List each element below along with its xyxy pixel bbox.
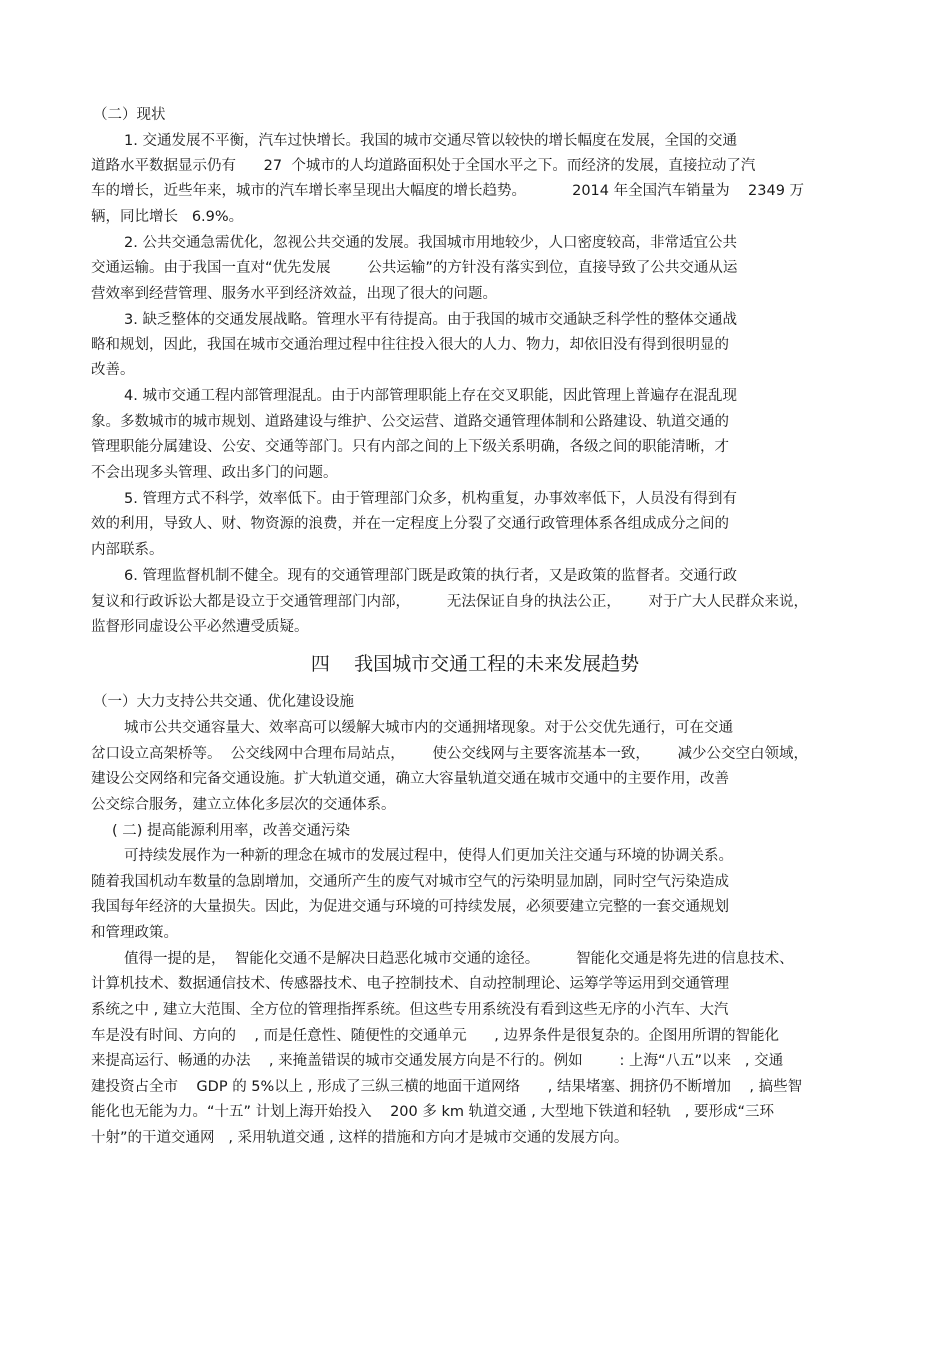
paragraph-line: 公交综合服务，建立立体化多层次的交通体系。	[91, 797, 396, 813]
paragraph-line: 可持续发展作为一种新的理念在城市的发展过程中，使得人们更加关注交通与环境的协调关系。	[124, 848, 733, 864]
paragraph-line: 建投资占全市 GDP 的 5%以上 , 形成了三纵三横的地面干道网络 , 结果堵塞、拥挤仍不断增加 , 搞些智	[91, 1079, 803, 1095]
paragraph-line: 城市公共交通容量大、效率高可以缓解大城市内的交通拥堵现象。对于公交优先通行，可在交通	[124, 720, 733, 736]
paragraph-line: 4. 城市交通工程内部管理混乱。由于内部管理职能上存在交叉职能，因此管理上普遍存在混乱现	[124, 388, 737, 404]
paragraph-line: 车的增长，近些年来，城市的汽车增长率呈现出大幅度的增长趋势。 2014 年全国汽车销量为 2349 万	[91, 183, 805, 199]
paragraph-line: 道路水平数据显示仍有 27 个城市的人均道路面积处于全国水平之下。而经济的发展，直接拉动了汽	[91, 158, 756, 174]
paragraph-line: 监督形同虚设公平必然遭受质疑。	[91, 619, 309, 635]
paragraph-line: 值得一提的是， 智能化交通不是解决日趋恶化城市交通的途径。 智能化交通是将先进的信息技术、	[124, 951, 794, 967]
paragraph-line: 车是没有时间、方向的 , 而是任意性、随便性的交通单元 , 边界条件是很复杂的。企图用所谓的智能化	[91, 1028, 780, 1044]
paragraph-line: 5. 管理方式不科学，效率低下。由于管理部门众多，机构重复，办事效率低下，人员没有得到有	[124, 491, 737, 507]
paragraph-line: 辆，同比增长 6.9%。	[91, 209, 244, 225]
paragraph-line: 系统之中 , 建立大范围、全方位的管理指挥系统。但这些专用系统没有看到这些无序的小汽车、大汽	[91, 1002, 729, 1018]
section-heading-status: （二）现状	[93, 107, 166, 123]
section-heading-energy: ( 二) 提高能源利用率，改善交通污染	[112, 823, 351, 839]
paragraph-line: 岔口设立高架桥等。 公交线网中合理布局站点， 使公交线网与主要客流基本一致， 减少公交空白领域，	[91, 746, 809, 762]
paragraph-line: 效的利用，导致人、财、物资源的浪费，并在一定程度上分裂了交通行政管理体系各组成成分之间的	[91, 516, 729, 532]
section-heading-public-transit: （一）大力支持公共交通、优化建设设施	[93, 694, 354, 710]
chapter-title: 四 我国城市交通工程的未来发展趋势	[310, 653, 640, 675]
paragraph-line: 十射”的干道交通网 , 采用轨道交通 , 这样的措施和方向才是城市交通的发展方向。	[91, 1130, 629, 1146]
paragraph-line: 交通运输。由于我国一直对“优先发展 公共运输”的方针没有落实到位，直接导致了公共交通从运	[91, 260, 738, 276]
paragraph-line: 6. 管理监督机制不健全。现有的交通管理部门既是政策的执行者，又是政策的监督者。交通行政	[124, 568, 737, 584]
paragraph-line: 我国每年经济的大量损失。因此，为促进交通与环境的可持续发展，必须要建立完整的一套交通规划	[91, 899, 729, 915]
paragraph-line: 1. 交通发展不平衡，汽车过快增长。我国的城市交通尽管以较快的增长幅度在发展，全国的交通	[124, 133, 737, 149]
paragraph-line: 3. 缺乏整体的交通发展战略。管理水平有待提高。由于我国的城市交通缺乏科学性的整体交通战	[124, 312, 737, 328]
paragraph-line: 能化也无能为力。“十五” 计划上海开始投入 200 多 km 轨道交通 , 大型地下铁道和轻轨 , 要形成“三环	[91, 1104, 774, 1120]
paragraph-line: 改善。	[91, 362, 135, 378]
paragraph-line: 2. 公共交通急需优化，忽视公共交通的发展。我国城市用地较少，人口密度较高，非常适宜公共	[124, 235, 737, 251]
paragraph-line: 不会出现多头管理、政出多门的问题。	[91, 465, 338, 481]
paragraph-line: 来提高运行、畅通的办法 , 来掩盖错误的城市交通发展方向是不行的。例如 : 上海“八五”以来 , 交通	[91, 1053, 784, 1069]
paragraph-line: 略和规划，因此，我国在城市交通治理过程中往往投入很大的人力、物力，却依旧没有得到很明显的	[91, 337, 729, 353]
paragraph-line: 随着我国机动车数量的急剧增加，交通所产生的废气对城市空气的污染明显加剧，同时空气污染造成	[91, 874, 729, 890]
paragraph-line: 象。多数城市的城市规划、道路建设与维护、公交运营、道路交通管理体制和公路建设、轨道交通的	[91, 414, 729, 430]
paragraph-line: 复议和行政诉讼大都是设立于交通管理部门内部， 无法保证自身的执法公正， 对于广大人民群众来说，	[91, 594, 809, 610]
paragraph-line: 内部联系。	[91, 542, 164, 558]
paragraph-line: 计算机技术、数据通信技术、传感器技术、电子控制技术、自动控制理论、运筹学等运用到交通管理	[91, 976, 729, 992]
paragraph-line: 管理职能分属建设、公安、交通等部门。只有内部之间的上下级关系明确，各级之间的职能清晰，才	[91, 439, 729, 455]
paragraph-line: 和管理政策。	[91, 925, 178, 941]
paragraph-line: 营效率到经营管理、服务水平到经济效益，出现了很大的问题。	[91, 286, 497, 302]
paragraph-line: 建设公交网络和完备交通设施。扩大轨道交通，确立大容量轨道交通在城市交通中的主要作用，改善	[91, 771, 729, 787]
